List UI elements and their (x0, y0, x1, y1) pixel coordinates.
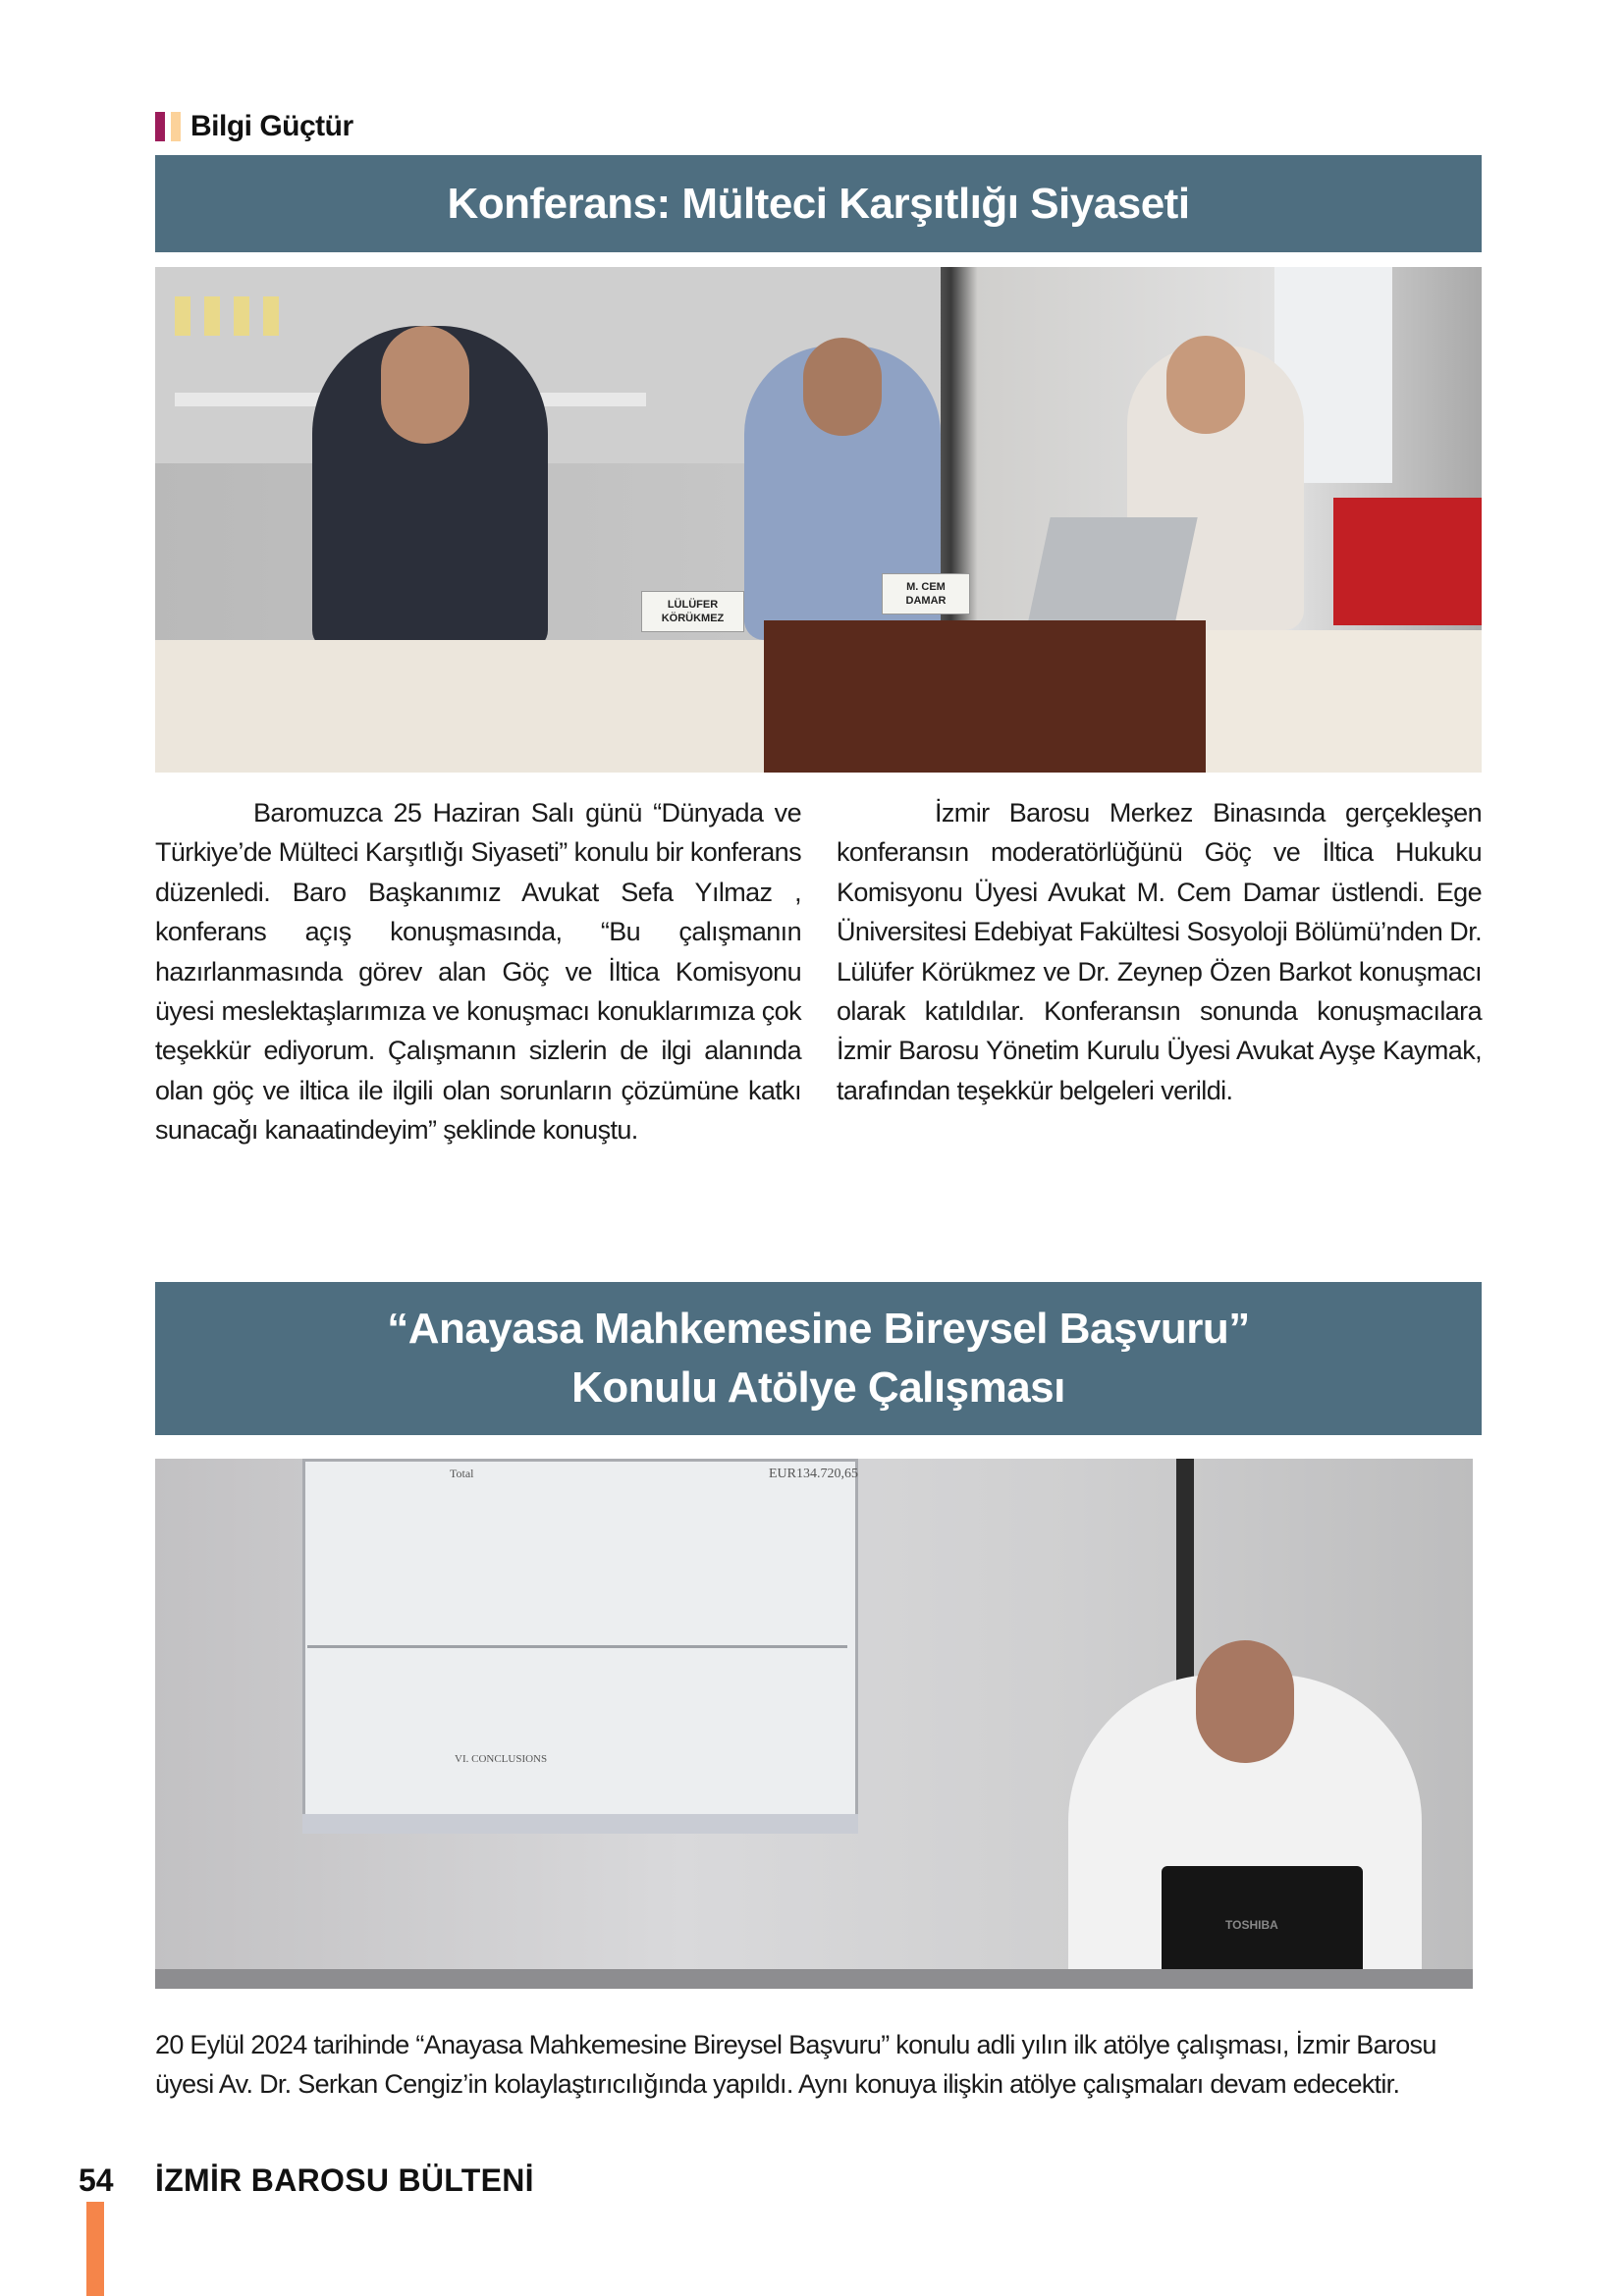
screen-amount: EUR134.720,65 (769, 1467, 858, 1481)
page-number: 54 (79, 2163, 114, 2198)
tag-accent-bar (171, 112, 181, 141)
article1-paragraph: İzmir Barosu Merkez Binasında gerçekleşen konferansın moderatörlüğünü Göç ve İltica Hukuku Komisyonu Üyesi Avukat M. Cem Damar üstlendi. Ege Üniversitesi Edebiyat Fakültesi Sosyoloji Bölümü’nden Dr. Lülüfer Körükmez ve Dr. Zeynep Özen Barkot konuşmacı olarak katıldılar. Konferansın sonunda konuşmacılara İzmir Barosu Yönetim Kurulu Üyesi Avukat Ayşe Kaymak, tarafından teşekkür belgeleri verildi. (837, 798, 1482, 1105)
article2-body: 20 Eylül 2024 tarihinde “Anayasa Mahkemesine Bireysel Başvuru” konulu adli yılın ilk atölye çalışması, İzmir Barosu üyesi Av. Dr. Serkan Cengiz’in kolaylaştırıcılığında yapıldı. Aynı konuya ilişkin atölye çalışmaları devam edecektir. (155, 2030, 1436, 2100)
article1-column-2 (837, 793, 1482, 1110)
article1-title: Konferans: Mülteci Karşıtlığı Siyaseti (447, 179, 1190, 228)
screen-heading: VI. CONCLUSIONS (455, 1753, 548, 1765)
workshop-photo (155, 1459, 1473, 1989)
article2-title-banner (155, 1282, 1482, 1435)
name-card (882, 573, 970, 614)
article1-paragraph: Baromuzca 25 Haziran Salı günü “Dünyada ve Türkiye’de Mülteci Karşıtlığı Siyaseti” konulu bir konferans düzenledi. Baro Başkanımız Avukat Sefa Yılmaz , konferans açış konuşmasında, “Bu çalışmanın hazırlanmasında görev alan Göç ve İltica Komisyonu üyesi meslektaşlarımıza ve konuşmacı konuklarımıza çok teşekkür ediyorum. Çalışmanın sizlerin de ilgi alanında olan göç ve iltica ile ilgili olan sorunların çözümüne katkı sunacağı kanaatindeyim” şeklinde konuştu. (155, 798, 801, 1146)
article2-title-line1: “Anayasa Mahkemesine Bireysel Başvuru” (387, 1305, 1250, 1353)
name-card-text: M. CEM DAMAR (905, 581, 947, 607)
article1-column-1 (155, 793, 801, 1150)
article2-title-line2: Konulu Atölye Çalışması (571, 1363, 1065, 1412)
laptop-brand: TOSHIBA (1225, 1918, 1278, 1932)
name-card (641, 591, 744, 632)
section-tag (155, 110, 353, 143)
article1-title-banner (155, 155, 1482, 252)
screen-total-label: Total (450, 1467, 474, 1480)
footer-accent-bar (86, 2202, 104, 2296)
tag-accent-bar (155, 112, 165, 141)
conference-photo (155, 267, 1482, 773)
section-tag-label: Bilgi Güçtür (190, 110, 353, 142)
name-card-text: LÜLÜFER KÖRÜKMEZ (661, 599, 725, 624)
publication-title: İZMİR BAROSU BÜLTENİ (155, 2163, 534, 2198)
